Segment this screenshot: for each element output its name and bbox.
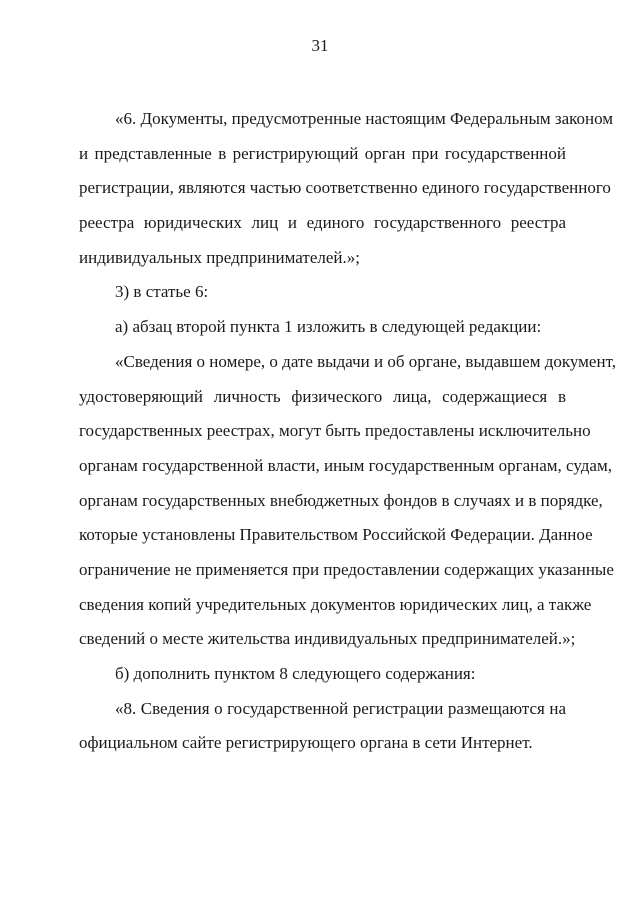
text-line: индивидуальных предпринимателей.»; bbox=[79, 247, 360, 267]
text-line: официальном сайте регистрирующего органа в сети Интернет. bbox=[79, 733, 533, 753]
text-line: которые установлены Правительством Российской Федерации. Данное bbox=[79, 525, 593, 545]
text-line: «6. Документы, предусмотренные настоящим Федеральным законом bbox=[115, 109, 614, 128]
text-line: органам государственных внебюджетных фондов в случаях и в порядке, bbox=[79, 490, 603, 510]
text-line: «8. Сведения о государственной регистрации размещаются на bbox=[115, 698, 566, 718]
text-line: сведений о месте жительства индивидуальных предпринимателей.»; bbox=[79, 629, 576, 649]
page-number: 31 bbox=[311, 36, 329, 55]
text-line: регистрации, являются частью соответственно единого государственного bbox=[79, 178, 611, 198]
text-line: «Сведения о номере, о дате выдачи и об органе, выдавшем документ, bbox=[115, 351, 616, 371]
text-line: б) дополнить пунктом 8 следующего содержания: bbox=[115, 664, 476, 683]
text-line: государственных реестрах, могут быть предоставлены исключительно bbox=[79, 421, 591, 441]
text-line: 3) в статье 6: bbox=[115, 282, 209, 302]
text-line: ограничение не применяется при предоставлении содержащих указанные bbox=[79, 559, 614, 579]
document-body bbox=[79, 109, 616, 768]
text-line: удостоверяющий личность физического лица, содержащиеся в bbox=[79, 386, 566, 406]
text-line: сведения копий учредительных документов юридических лиц, а также bbox=[79, 594, 592, 614]
text-line: и представленные в регистрирующий орган при государственной bbox=[79, 143, 566, 163]
text-line: а) абзац второй пункта 1 изложить в следующей редакции: bbox=[115, 317, 542, 337]
text-line: органам государственной власти, иным государственным органам, судам, bbox=[79, 455, 612, 475]
text-line: реестра юридических лиц и единого государственного реестра bbox=[79, 213, 566, 233]
